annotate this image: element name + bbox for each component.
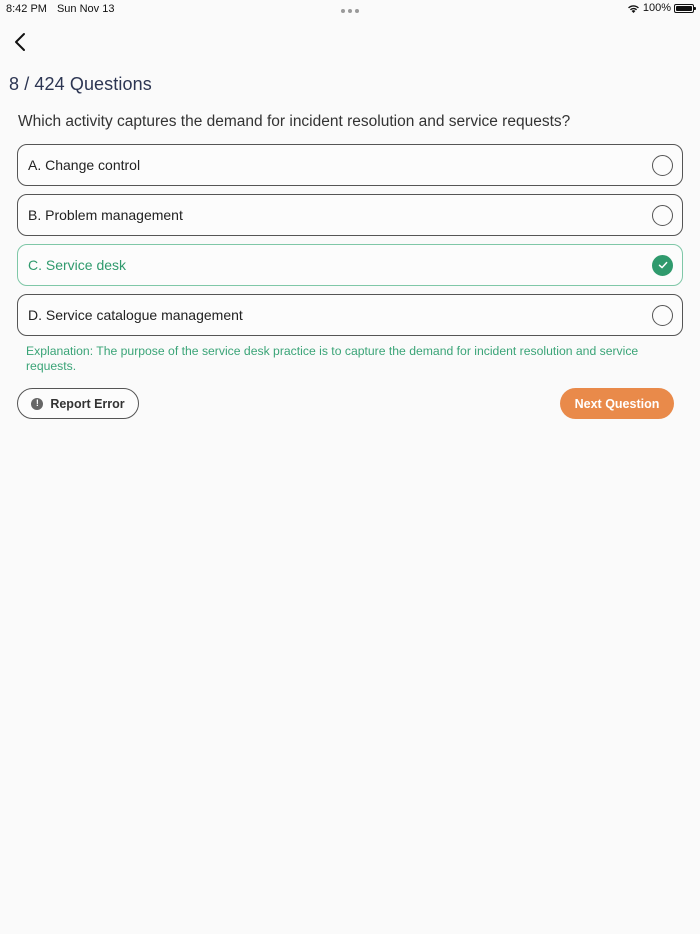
status-bar xyxy=(0,0,700,20)
answer-options xyxy=(17,144,683,344)
answer-option-c[interactable] xyxy=(17,244,683,286)
alert-circle-icon: ! xyxy=(31,398,43,410)
answer-option-a[interactable] xyxy=(17,144,683,186)
status-time: 8:42 PM xyxy=(6,3,47,15)
next-question-button[interactable] xyxy=(560,388,674,419)
question-text: Which activity captures the demand for incident resolution and service requests? xyxy=(18,113,571,130)
status-date: Sun Nov 13 xyxy=(56,3,115,15)
multitasking-dots-icon[interactable] xyxy=(341,9,359,13)
option-label: D. Service catalogue management xyxy=(28,307,243,323)
option-label: B. Problem management xyxy=(28,207,183,223)
back-button[interactable] xyxy=(10,30,32,54)
status-right xyxy=(627,2,694,14)
question-progress-title: 8 / 424 Questions xyxy=(9,74,152,94)
option-label: A. Change control xyxy=(28,157,141,173)
answer-explanation: Explanation: The purpose of the service desk practice is to capture the demand for incident resolution and service requests. xyxy=(26,344,639,373)
check-circle-icon[interactable] xyxy=(652,255,673,276)
answer-option-b[interactable] xyxy=(17,194,683,236)
battery-percent: 100% xyxy=(642,2,671,14)
radio-unchecked-icon[interactable] xyxy=(652,155,673,176)
radio-unchecked-icon[interactable] xyxy=(652,205,673,226)
status-left xyxy=(6,3,114,15)
report-error-label: Report Error xyxy=(50,396,125,411)
report-error-button[interactable] xyxy=(17,388,139,419)
next-question-label: Next Question xyxy=(574,396,660,411)
wifi-icon xyxy=(627,3,640,14)
option-label: C. Service desk xyxy=(28,257,127,273)
chevron-left-icon xyxy=(10,30,32,54)
battery-icon xyxy=(674,4,694,13)
answer-option-d[interactable] xyxy=(17,294,683,336)
radio-unchecked-icon[interactable] xyxy=(652,305,673,326)
